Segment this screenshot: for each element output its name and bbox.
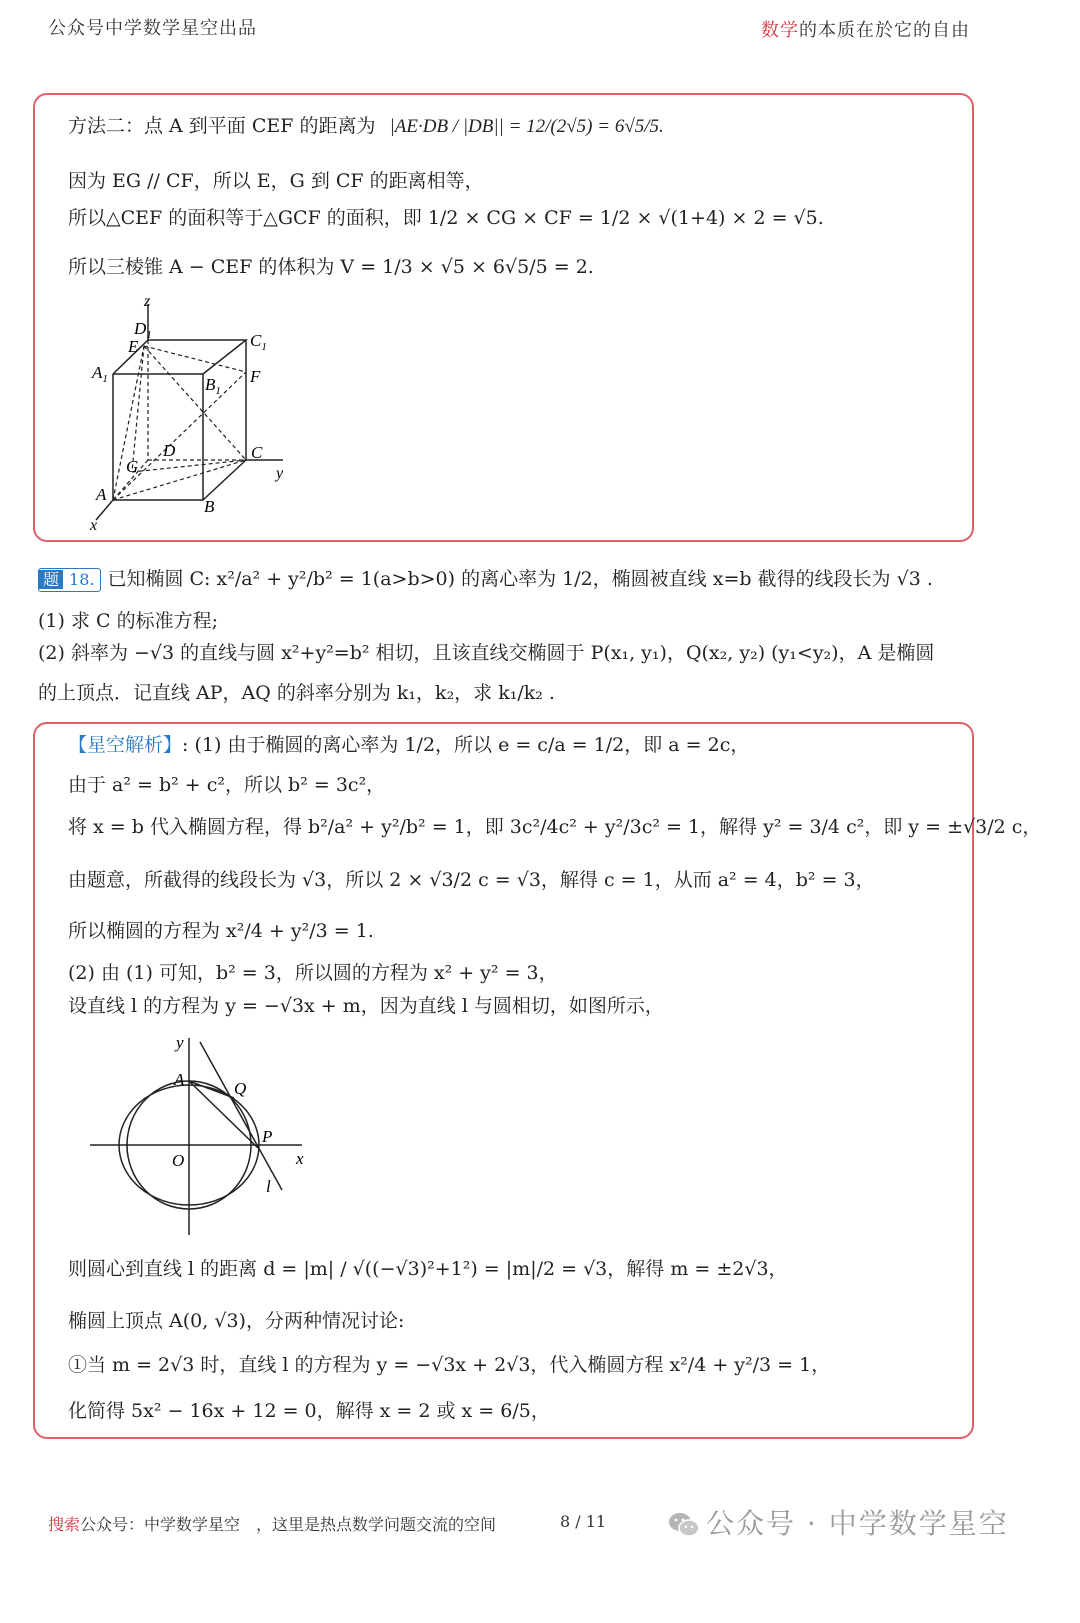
- box1-line4: 所以三棱锥 A − CEF 的体积为 V = 1/3 × √5 × 6√5/5 = 2.: [68, 256, 594, 278]
- label-C: C: [251, 443, 263, 462]
- watermark: [668, 1502, 1009, 1542]
- box2-line6: (2) 由 (1) 可知，b² = 3，所以圆的方程为 x² + y² = 3，: [68, 962, 558, 984]
- ellipse-figure: [82, 1030, 322, 1240]
- label-D1: $D_1$: [134, 319, 152, 341]
- problem-line1: [38, 566, 933, 592]
- label-D: D: [163, 441, 176, 460]
- analysis-tag: 【星空解析】: [68, 734, 183, 756]
- box2-line1: [68, 732, 749, 758]
- label-C1: $C_1$: [250, 331, 267, 353]
- footer: [48, 1512, 496, 1535]
- fig2-label-P: P: [262, 1127, 273, 1146]
- fig2-label-l: l: [266, 1177, 271, 1196]
- problem-line1-text: 已知椭圆 C: x²/a² + y²/b² = 1(a>b>0) 的离心率为 1/2，椭圆被直线 x=b 截得的线段长为 √3 .: [107, 568, 933, 590]
- problem-badge: [38, 568, 101, 592]
- label-B1: $B_1$: [205, 375, 221, 397]
- problem-line4: 的上顶点．记直线 AP，AQ 的斜率分别为 k₁，k₂，求 k₁/k₂ .: [38, 682, 555, 704]
- box2-line10: ①当 m = 2√3 时，直线 l 的方程为 y = −√3x + 2√3，代入椭圆方程 x²/4 + y²/3 = 1，: [68, 1354, 831, 1376]
- header-right: [761, 16, 970, 42]
- watermark-text: 公众号 · 中学数学星空: [706, 1507, 1009, 1540]
- box2-line1-text: : (1) 由于椭圆的离心率为 1/2，所以 e = c/a = 1/2，即 a = 2c，: [182, 734, 750, 756]
- box2-line8: 则圆心到直线 l 的距离 d = |m| / √((−√3)²+1²) = |m|/2 = √3，解得 m = ±2√3，: [68, 1258, 788, 1280]
- header-right-red: 数学: [761, 20, 799, 41]
- header-left: 公众号中学数学星空出品: [48, 18, 257, 39]
- label-y: y: [276, 465, 284, 482]
- footer-text: 公众号：中学数学星空 ，这里是热点数学问题交流的空间: [80, 1515, 497, 1534]
- footer-red: 搜索: [48, 1515, 81, 1534]
- box1-line1: [68, 113, 664, 140]
- box1-line2: 因为 EG // CF，所以 E，G 到 CF 的距离相等，: [68, 170, 484, 192]
- problem-line3: (2) 斜率为 −√3 的直线与圆 x²+y²=b² 相切，且该直线交椭圆于 P(x₁, y₁)，Q(x₂, y₂) (y₁<y₂)，A 是椭圆: [38, 642, 935, 664]
- fig2-label-A: A: [174, 1070, 185, 1089]
- box2-line5: 所以椭圆的方程为 x²/4 + y²/3 = 1.: [68, 920, 374, 942]
- box2-line2: 由于 a² = b² + c²，所以 b² = 3c²，: [68, 774, 386, 796]
- fig2-label-x: x: [296, 1149, 304, 1168]
- label-G: G: [126, 457, 139, 476]
- label-A: A: [96, 485, 107, 504]
- box1-line1-text: 方法二：点 A 到平面 CEF 的距离为: [68, 115, 376, 137]
- fig2-label-O: O: [172, 1151, 185, 1170]
- page-number: 8 / 11: [560, 1512, 607, 1531]
- box2-line3: 将 x = b 代入椭圆方程，得 b²/a² + y²/b² = 1，即 3c²/4c² + y²/3c² = 1，解得 y² = 3/4 c²，即 y = ±√3/2 c，: [68, 816, 1042, 838]
- label-E: E: [128, 337, 139, 356]
- label-A1: $A_1$: [92, 363, 108, 385]
- box1-line3: 所以△CEF 的面积等于△GCF 的面积，即 1/2 × CG × CF = 1/2 × √(1+4) × 2 = √5.: [68, 207, 824, 229]
- label-F: F: [250, 367, 261, 386]
- cube-figure: [88, 292, 308, 532]
- fig2-label-y: y: [176, 1033, 184, 1052]
- label-x: x: [90, 517, 98, 532]
- badge-number: 18.: [69, 570, 95, 589]
- box2-line7: 设直线 l 的方程为 y = −√3x + m，因为直线 l 与圆相切，如图所示，: [68, 995, 664, 1017]
- box2-line4: 由题意，所截得的线段长为 √3，所以 2 × √3/2 c = √3，解得 c = 1，从而 a² = 4，b² = 3，: [68, 869, 875, 891]
- fig2-label-Q: Q: [234, 1079, 247, 1098]
- header-right-rest: 的本质在於它的自由: [799, 20, 970, 41]
- problem-line2: (1) 求 C 的标准方程;: [38, 610, 218, 632]
- label-B: B: [204, 497, 215, 516]
- wechat-icon: [668, 1511, 700, 1539]
- badge-char: 题: [39, 570, 63, 589]
- box1-line1-math: |AE·DB / |DB|| = 12/(2√5) = 6√5/5.: [389, 116, 664, 137]
- label-z: z: [144, 293, 151, 310]
- box2-line11: 化简得 5x² − 16x + 12 = 0，解得 x = 2 或 x = 6/5，: [68, 1400, 550, 1422]
- box2-line9: 椭圆上顶点 A(0, √3)，分两种情况讨论:: [68, 1310, 405, 1332]
